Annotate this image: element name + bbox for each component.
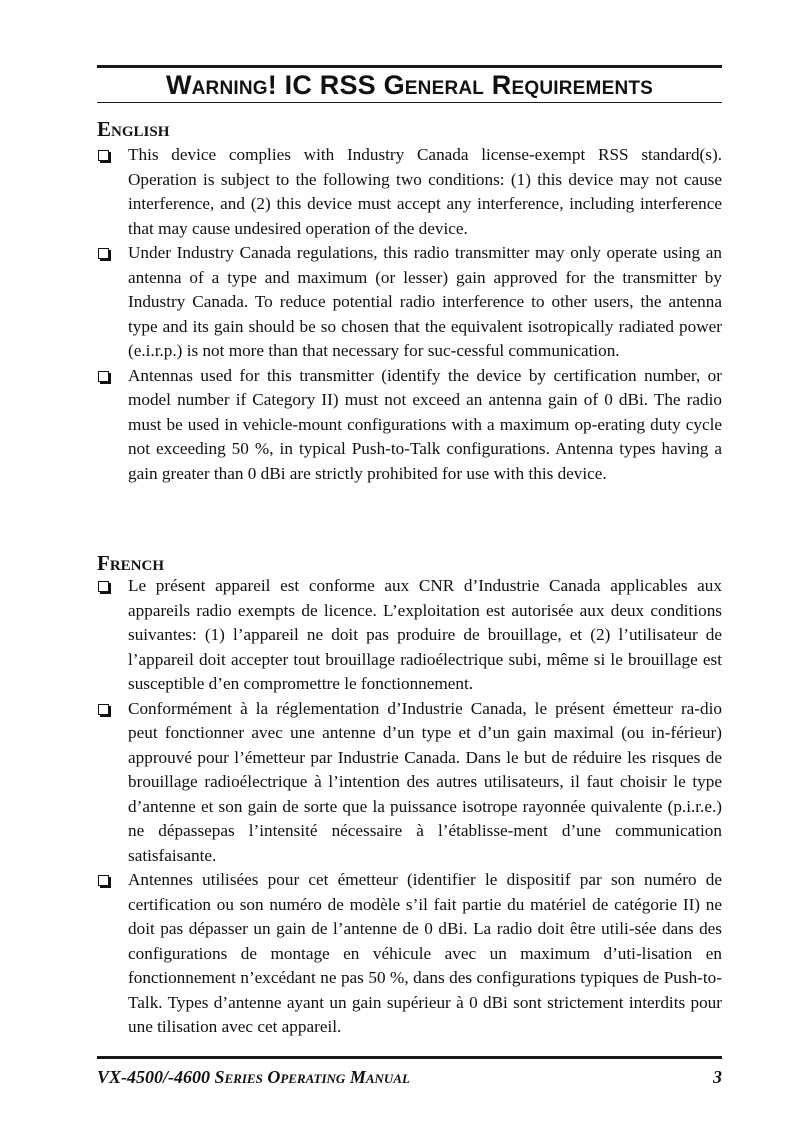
list-item (97, 364, 722, 487)
list-item (97, 697, 722, 869)
footer-manual-title: VX-4500/-4600 Series Operating Manual (97, 1067, 410, 1087)
list-item-text: Conformément à la réglementation d’Industrie Canada, le présent émetteur ra-dio peut fonctionner avec une antenne d’un type et d’un gain maximal (ou in-férieur) approuvé pour l’émetteur par Industrie Canada. Dans le but de réduire les risques de brouillage radioélectrique à l’intention des autres utilisateurs, il faut choisir le type d’antenne et son gain de sorte que la puissance isotrope rayonnée quivalente (p.i.r.e.) ne dépassepas l’intensité nécessaire à l’établisse-ment d’une communication satisfaisante. (128, 698, 722, 865)
section-heading-french: French (97, 551, 164, 575)
checkbox-bullet-icon (98, 704, 109, 715)
header-bottom-rule (97, 102, 722, 103)
checkbox-bullet-icon (98, 248, 109, 259)
checkbox-bullet-icon (98, 581, 109, 592)
section-heading-english: English (97, 117, 170, 141)
list-item-text: Antennes utilisées pour cet émetteur (identifier le dispositif par son numéro de certification ou son numéro de modèle s’il fait partie du matériel de catégorie II) ne doit pas dépasser un gain de l’antenne de 0 dBi. La radio doit être utili-sée dans des configurations de montage en véhicule avec un maximum d’uti-lisation en fonctionnement n’excédant ne pas 50 %, dans des configurations typiques de Push-to-Talk. Types d’antenne ayant un gain supérieur à 0 dBi sont strictement interdits pour une tilisation avec cet appareil. (128, 870, 722, 1036)
checkbox-bullet-icon (98, 371, 109, 382)
english-requirements-list (97, 143, 722, 486)
checkbox-bullet-icon (98, 875, 109, 886)
header-top-rule (97, 65, 722, 68)
french-requirements-list (97, 574, 722, 1040)
list-item-text: This device complies with Industry Canada license-exempt RSS standard(s). Operation is subject to the following two conditions: (1) this device may not cause interference, and (2) this device must accept any interference, including interference that may cause undesired operation of the device. (128, 145, 722, 238)
list-item-text: Antennas used for this transmitter (identify the device by certification number, or model number if Category II) must not exceed an antenna gain of 0 dBi. The radio must be used in vehicle-mount configurations with a maximum op-erating duty cycle not exceeding 50 %, in typical Push-to-Talk configurations. Antenna types having a gain greater than 0 dBi are strictly prohibited for use with this device. (128, 365, 722, 483)
list-item (97, 868, 722, 1040)
page-title: Warning! IC RSS General Requirements (165, 70, 654, 100)
page-number: 3 (713, 1067, 722, 1087)
list-item (97, 143, 722, 241)
list-item-text: Le présent appareil est conforme aux CNR d’Industrie Canada applicables aux appareils radio exempts de licence. L’exploitation est autorisée aux deux conditions suivantes: (1) l’appareil ne doit pas produire de brouillage, et (2) l’utilisateur de l’appareil doit accepter tout brouillage radioélectrique subi, même si le brouillage est susceptible d’en compromettre le fonctionnement. (128, 576, 722, 693)
footer-rule (97, 1056, 722, 1059)
list-item (97, 574, 722, 697)
list-item-text: Under Industry Canada regulations, this radio transmitter may only operate using an antenna of a type and maximum (or lesser) gain approved for the transmitter by Industry Canada. To reduce potential radio interference to other users, the antenna type and its gain should be so chosen that the equivalent isotropically radiated power (e.i.r.p.) is not more than that necessary for suc-cessful communication. (128, 243, 722, 360)
list-item (97, 241, 722, 364)
checkbox-bullet-icon (98, 150, 109, 161)
